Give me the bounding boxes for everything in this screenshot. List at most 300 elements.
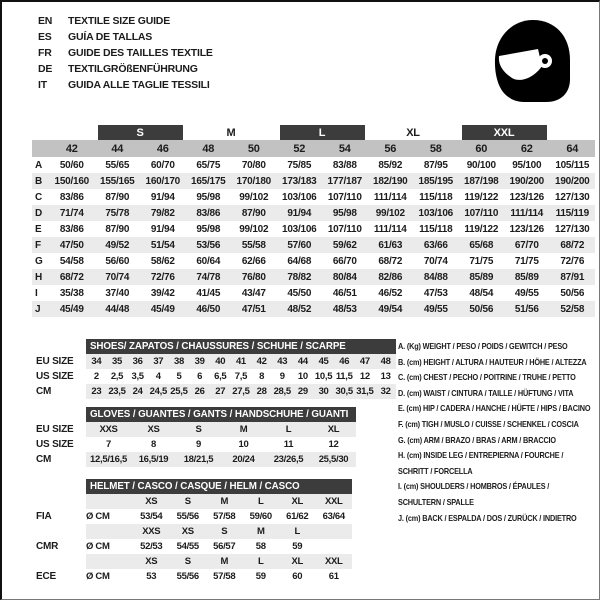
- value-cell: 2,5: [110, 371, 124, 382]
- size-column-header: 54: [322, 140, 368, 157]
- measurement-cell: 155/165: [95, 173, 141, 189]
- measurement-cell: 62/66: [241, 255, 266, 267]
- measurement-cell: 50/56: [459, 301, 505, 317]
- size-column-header: 56: [368, 140, 414, 157]
- value-cell: 55/56: [176, 511, 199, 522]
- language-code: FR: [38, 47, 52, 59]
- value-cell: 45: [313, 354, 334, 369]
- size-group-XXL: XXL: [459, 125, 550, 140]
- measurement-cell: 85/89: [459, 269, 505, 285]
- measurement-cell: 58/62: [150, 255, 175, 267]
- measurement-cell: 123/126: [509, 191, 544, 203]
- value-cell: XXS: [86, 422, 131, 437]
- value-cell: 25,5/30: [311, 452, 356, 467]
- row-label: D: [32, 205, 49, 221]
- measurement-cell: 103/106: [282, 223, 317, 235]
- table-row: [36, 524, 352, 539]
- value-cell: 28,5: [273, 386, 291, 397]
- value-cell: 23,5: [108, 386, 126, 397]
- legend-line: I. (cm) SHOULDERS / HOMBROS / ÉPAULES /: [398, 481, 550, 492]
- measurement-cell: 63/66: [413, 237, 459, 253]
- legend-line: C. (cm) CHEST / PECHO / POITRINE / TRUHE / PETTO: [398, 372, 576, 383]
- row-label: CM: [36, 384, 86, 399]
- row-label: [36, 554, 86, 569]
- value-cell: S: [170, 554, 207, 569]
- measurement-cell: 91/94: [150, 191, 175, 203]
- measurement-cell: 47/53: [423, 287, 448, 299]
- measurement-cell: 83/86: [186, 205, 232, 221]
- row-label: FIA: [36, 509, 86, 524]
- table-title: HELMET / CASCO / CASQUE / HELM / CASCO: [86, 479, 352, 494]
- table-row: [36, 437, 356, 452]
- legend-item: [398, 433, 590, 449]
- value-cell: 9: [196, 439, 201, 450]
- value-cell: 40: [210, 354, 231, 369]
- value-cell: 63/64: [322, 511, 345, 522]
- measurement-cell: 95/98: [196, 223, 221, 235]
- measurement-cell: 46/52: [378, 287, 403, 299]
- value-cell: 7: [106, 439, 111, 450]
- measurement-cell: 83/86: [59, 191, 84, 203]
- measurement-legend: [398, 339, 590, 526]
- value-cell: M: [221, 422, 266, 437]
- value-cell: 47: [355, 354, 376, 369]
- measurement-cell: 47/50: [49, 237, 95, 253]
- size-column-header: 52: [277, 140, 323, 157]
- legend-line: J. (cm) BACK / ESPALDA / DOS / ZURÜCK / INDIETRO: [398, 512, 577, 523]
- value-cell: 6: [197, 371, 203, 382]
- value-cell: 10,5: [314, 371, 333, 382]
- measurement-cell: 65/75: [196, 159, 221, 171]
- legend-line: SCHRITT / FORCELLA: [398, 465, 473, 476]
- size-column-header: 62: [504, 140, 550, 157]
- measurement-cell: 85/92: [378, 159, 403, 171]
- label-spacer: [36, 479, 86, 494]
- measurement-cell: 190/200: [504, 173, 550, 189]
- value-cell: 48: [375, 354, 396, 369]
- table-row: [36, 384, 396, 399]
- value-cell: 25,5: [170, 386, 188, 397]
- measurement-cell: 107/110: [327, 191, 362, 203]
- row-label: F: [32, 237, 49, 253]
- value-cell: M: [206, 494, 243, 509]
- measurement-cell: 173/183: [277, 173, 323, 189]
- table-row: [36, 422, 356, 437]
- measurement-cell: 46/50: [186, 301, 232, 317]
- value-cell: 57/58: [213, 511, 236, 522]
- value-cell: 52/53: [140, 541, 163, 552]
- value-cell: 53/54: [140, 511, 163, 522]
- size-column-header: 50: [231, 140, 277, 157]
- measurement-cell: 115/118: [419, 223, 453, 235]
- value-cell: 46: [334, 354, 355, 369]
- value-cell: 58: [255, 541, 266, 552]
- table-row: [36, 494, 352, 509]
- value-cell: XL: [279, 554, 316, 569]
- size-column-header: 58: [413, 140, 459, 157]
- measurement-cell: 87/90: [105, 191, 130, 203]
- measurement-cell: 57/60: [277, 237, 323, 253]
- measurement-cell: 115/118: [419, 191, 453, 203]
- size-group-XL: XL: [406, 126, 420, 139]
- value-cell: 30,5: [335, 386, 353, 397]
- table-title: GLOVES / GUANTES / GANTS / HANDSCHUHE / GUANTI: [86, 407, 356, 422]
- size-group-S: S: [95, 125, 186, 140]
- value-cell: 57/58: [213, 571, 236, 582]
- language-line: [38, 29, 213, 45]
- measurement-cell: 83/88: [332, 159, 357, 171]
- row-label: [36, 524, 86, 539]
- legend-line: E. (cm) HIP / CADERA / HANCHE / HÜFTE / HIPS / BACINO: [398, 403, 591, 414]
- value-cell: 20/24: [221, 452, 266, 467]
- measurement-cell: 87/90: [105, 223, 130, 235]
- language-line: [38, 13, 213, 29]
- value-cell: 7,5: [234, 371, 248, 382]
- measurement-cell: 68/72: [378, 255, 403, 267]
- measurement-cell: 49/52: [95, 237, 141, 253]
- measurement-cell: 187/198: [459, 173, 505, 189]
- value-cell: 31,5: [356, 386, 374, 397]
- value-cell: 35: [107, 354, 128, 369]
- measurement-cell: 111/114: [504, 205, 550, 221]
- language-code: DE: [38, 63, 53, 75]
- value-cell: 43: [272, 354, 293, 369]
- measurement-cell: 85/89: [504, 269, 550, 285]
- value-cell: 34: [86, 354, 107, 369]
- value-cell: 2: [93, 371, 99, 382]
- measurement-cell: 87/90: [231, 205, 277, 221]
- value-cell: Ø CM: [86, 511, 110, 522]
- value-cell: [86, 524, 133, 539]
- value-cell: 26: [189, 384, 210, 399]
- legend-line: H. (cm) INSIDE LEG / ENTREPIERNA / FOURCHE /: [398, 450, 564, 461]
- value-cell: [316, 524, 353, 539]
- row-label: [36, 494, 86, 509]
- table-row: [36, 452, 356, 467]
- row-label: E: [35, 223, 42, 235]
- measurement-cell: 90/100: [466, 159, 496, 171]
- value-cell: L: [243, 494, 280, 509]
- value-cell: 44: [293, 354, 314, 369]
- measurement-cell: 76/80: [231, 269, 277, 285]
- value-cell: 29: [293, 384, 314, 399]
- measurement-cell: 70/74: [423, 255, 448, 267]
- language-line: [38, 77, 213, 93]
- measurement-cell: 99/102: [239, 223, 269, 235]
- measurement-row-G: [32, 253, 595, 269]
- measurement-cell: 55/65: [105, 159, 130, 171]
- measurement-cell: 65/68: [459, 237, 505, 253]
- measurement-cell: 72/76: [140, 269, 186, 285]
- value-cell: XXS: [133, 524, 170, 539]
- value-cell: S: [206, 524, 243, 539]
- legend-line: D. (cm) WAIST / CINTURA / TAILLE / HÜFTUNG / VITA: [398, 387, 574, 398]
- table-title-row: [36, 407, 356, 422]
- value-cell: 53: [146, 571, 157, 582]
- legend-item: [398, 448, 590, 479]
- measurement-row-A: [32, 157, 595, 173]
- value-cell: 5: [176, 371, 182, 382]
- value-cell: 10: [238, 439, 249, 450]
- value-cell: 59: [292, 541, 303, 552]
- value-cell: XXL: [316, 494, 353, 509]
- legend-item: [398, 479, 590, 510]
- measurement-cell: 119/122: [464, 191, 499, 203]
- measurement-cell: 39/42: [150, 287, 175, 299]
- measurement-cell: 60/64: [196, 255, 221, 267]
- measurement-row-D: [32, 205, 595, 221]
- value-cell: Ø CM: [86, 541, 110, 552]
- language-title: GUIDE DES TAILLES TEXTILE: [68, 47, 213, 59]
- table-title-row: [36, 339, 396, 354]
- measurement-cell: 79/82: [140, 205, 186, 221]
- measurement-cell: 50/56: [560, 287, 585, 299]
- measurement-cell: 75/85: [287, 159, 312, 171]
- measurement-cell: 48/53: [322, 301, 368, 317]
- measurement-cell: 53/56: [186, 237, 232, 253]
- measurement-row-I: [32, 285, 595, 301]
- value-cell: XS: [131, 422, 176, 437]
- value-cell: XS: [133, 554, 170, 569]
- value-cell: L: [243, 554, 280, 569]
- measurement-cell: 91/94: [150, 223, 175, 235]
- helmet-table: [36, 479, 352, 584]
- value-cell: S: [170, 494, 207, 509]
- value-cell: 23/26,5: [266, 452, 311, 467]
- language-code: IT: [38, 79, 47, 91]
- value-cell: 30: [313, 384, 334, 399]
- value-cell: 38: [169, 354, 190, 369]
- measurement-cell: 50/60: [59, 159, 84, 171]
- measurement-cell: 41/45: [196, 287, 221, 299]
- measurement-cell: 150/160: [49, 173, 95, 189]
- measurement-cell: 70/74: [95, 269, 141, 285]
- measurement-cell: 84/88: [413, 269, 459, 285]
- value-cell: XL: [311, 422, 356, 437]
- value-cell: 13: [380, 371, 391, 382]
- value-cell: 6,5: [214, 371, 227, 382]
- measurement-row-C: [32, 189, 595, 205]
- measurement-cell: 44/48: [95, 301, 141, 317]
- measurement-cell: 95/98: [322, 205, 368, 221]
- legend-line: SCHULTERN / SPALLE: [398, 496, 474, 507]
- value-cell: 61: [328, 571, 339, 582]
- value-cell: Ø CM: [86, 571, 110, 582]
- legend-item: [398, 370, 590, 386]
- language-title: GUÍA DE TALLAS: [68, 31, 153, 43]
- value-cell: 12,5/16,5: [86, 452, 131, 467]
- measurement-cell: 87/91: [550, 269, 596, 285]
- measurement-cell: 66/70: [332, 255, 357, 267]
- table-title: SHOES/ ZAPATOS / CHAUSSURES / SCHUHE / SCARPE: [86, 339, 396, 354]
- measurement-cell: 71/75: [514, 255, 539, 267]
- measurement-cell: 56/60: [105, 255, 130, 267]
- value-cell: 24,5: [149, 386, 167, 397]
- measurement-cell: 182/190: [368, 173, 414, 189]
- measurement-cell: 45/49: [140, 301, 186, 317]
- language-code: EN: [38, 15, 53, 27]
- measurement-cell: 70/80: [241, 159, 266, 171]
- row-label: CM: [36, 452, 86, 467]
- measurement-cell: 55/58: [231, 237, 277, 253]
- table-row: [36, 539, 352, 554]
- value-cell: 24: [127, 384, 148, 399]
- row-label: H: [32, 269, 49, 285]
- measurement-cell: 37/40: [105, 287, 130, 299]
- measurement-cell: 49/55: [413, 301, 459, 317]
- language-line: [38, 45, 213, 61]
- value-cell: 27,5: [232, 386, 250, 397]
- measurement-cell: 72/76: [560, 255, 585, 267]
- row-label: B: [32, 173, 49, 189]
- measurement-cell: 35/38: [59, 287, 84, 299]
- value-cell: 8: [151, 439, 156, 450]
- legend-item: [398, 386, 590, 402]
- measurement-row-H: [32, 269, 595, 285]
- row-label: I: [35, 287, 38, 299]
- measurement-cell: 127/130: [555, 223, 590, 235]
- value-cell: 16,5/19: [131, 452, 176, 467]
- value-cell: 56/57: [213, 541, 236, 552]
- table-row: [36, 569, 352, 584]
- legend-line: A. (Kg) WEIGHT / PESO / POIDS / GEWITCH / PESO: [398, 341, 568, 351]
- value-cell: 54/55: [176, 541, 199, 552]
- legend-line: B. (cm) HEIGHT / ALTURA / HAUTEUR / HÖHE / ALTEZZA: [398, 356, 587, 367]
- legend-item: [398, 355, 590, 371]
- size-group-blank: [32, 125, 95, 140]
- row-label: G: [35, 255, 43, 267]
- measurement-cell: 99/102: [239, 191, 269, 203]
- measurement-cell: 51/56: [504, 301, 550, 317]
- measurement-cell: 47/51: [231, 301, 277, 317]
- measurement-cell: 123/126: [509, 223, 544, 235]
- value-cell: 59: [255, 571, 266, 582]
- size-group-L: L: [277, 125, 368, 140]
- value-cell: M: [206, 554, 243, 569]
- row-label: J: [32, 301, 49, 317]
- row-label: A: [35, 159, 42, 171]
- row-label: C: [35, 191, 42, 203]
- value-cell: M: [243, 524, 280, 539]
- measurement-cell: 82/86: [368, 269, 414, 285]
- legend-item: [398, 339, 590, 355]
- measurement-cell: 45/50: [287, 287, 312, 299]
- value-cell: L: [266, 422, 311, 437]
- value-cell: 39: [189, 354, 210, 369]
- value-cell: 32: [375, 384, 396, 399]
- shoes-table: [36, 339, 396, 399]
- measurement-cell: 91/94: [277, 205, 323, 221]
- value-cell: 11: [283, 439, 294, 450]
- legend-item: [398, 417, 590, 433]
- legend-line: F. (cm) TIGH / MUSLO / CUISSE / SCHENKEL / COSCIA: [398, 418, 579, 429]
- value-cell: 61/62: [286, 511, 309, 522]
- measurement-cell: 95/98: [196, 191, 221, 203]
- measurement-cell: 99/102: [368, 205, 414, 221]
- language-line: [38, 61, 213, 77]
- legend-line: G. (cm) ARM / BRAZO / BRAS / ARM / BRACCIO: [398, 434, 556, 445]
- measurement-cell: 64/68: [287, 255, 312, 267]
- value-cell: [86, 554, 133, 569]
- table-row: [36, 554, 352, 569]
- measurement-cell: 103/106: [282, 191, 317, 203]
- value-cell: 3,5: [131, 371, 144, 382]
- measurement-cell: 87/95: [423, 159, 448, 171]
- label-spacer: [36, 339, 86, 354]
- measurement-cell: 75/78: [95, 205, 141, 221]
- measurement-row-E: [32, 221, 595, 237]
- measurement-cell: 115/119: [550, 205, 596, 221]
- row-label: EU SIZE: [36, 422, 86, 437]
- value-cell: 12: [359, 371, 370, 382]
- measurement-cell: 59/62: [322, 237, 368, 253]
- value-cell: 4: [155, 371, 161, 382]
- measurement-row-F: [32, 237, 595, 253]
- value-cell: 10: [297, 371, 308, 382]
- main-size-table: [32, 125, 595, 317]
- measurement-cell: 80/84: [322, 269, 368, 285]
- measurement-row-J: [32, 301, 595, 317]
- measurement-cell: 52/58: [550, 301, 596, 317]
- table-row: [36, 369, 396, 384]
- legend-item: [398, 511, 590, 527]
- measurement-cell: 48/52: [277, 301, 323, 317]
- row-label: EU SIZE: [36, 354, 86, 369]
- value-cell: L: [279, 524, 316, 539]
- size-column-header: 46: [140, 140, 186, 157]
- measurement-cell: 105/115: [555, 159, 590, 171]
- value-cell: XL: [279, 494, 316, 509]
- measurement-cell: 103/106: [413, 205, 459, 221]
- measurement-cell: 71/75: [469, 255, 494, 267]
- value-cell: 18/21,5: [176, 452, 221, 467]
- value-cell: XXL: [316, 554, 353, 569]
- language-block: [38, 13, 213, 93]
- measurement-cell: 68/72: [550, 237, 596, 253]
- measurement-cell: 160/170: [140, 173, 186, 189]
- value-cell: 28: [251, 384, 272, 399]
- measurement-cell: 170/180: [231, 173, 277, 189]
- size-column-header: 64: [550, 140, 596, 157]
- lower-tables: [36, 339, 396, 584]
- value-cell: 41: [231, 354, 252, 369]
- value-cell: 9: [279, 371, 285, 382]
- helmet-icon: [486, 16, 576, 106]
- measurement-cell: 68/72: [49, 269, 95, 285]
- size-column-header: 44: [95, 140, 141, 157]
- measurement-row-B: [32, 173, 595, 189]
- language-title: TEXTILE SIZE GUIDE: [68, 15, 170, 27]
- measurement-cell: 83/86: [59, 223, 84, 235]
- size-group-blank: [550, 125, 596, 140]
- size-column-header: 42: [49, 140, 95, 157]
- measurement-cell: 165/175: [186, 173, 232, 189]
- size-column-header: 48: [186, 140, 232, 157]
- measurement-cell: 127/130: [555, 191, 590, 203]
- measurement-cell: 190/200: [550, 173, 596, 189]
- measurement-cell: 74/78: [186, 269, 232, 285]
- value-cell: [86, 494, 133, 509]
- measurement-cell: 43/47: [241, 287, 266, 299]
- gloves-table: [36, 407, 356, 467]
- table-title-row: [36, 479, 352, 494]
- value-cell: 37: [148, 354, 169, 369]
- value-cell: 59/60: [249, 511, 272, 522]
- value-cell: XS: [133, 494, 170, 509]
- measurement-cell: 71/74: [49, 205, 95, 221]
- corner-cell: [32, 140, 49, 157]
- language-code: ES: [38, 31, 52, 43]
